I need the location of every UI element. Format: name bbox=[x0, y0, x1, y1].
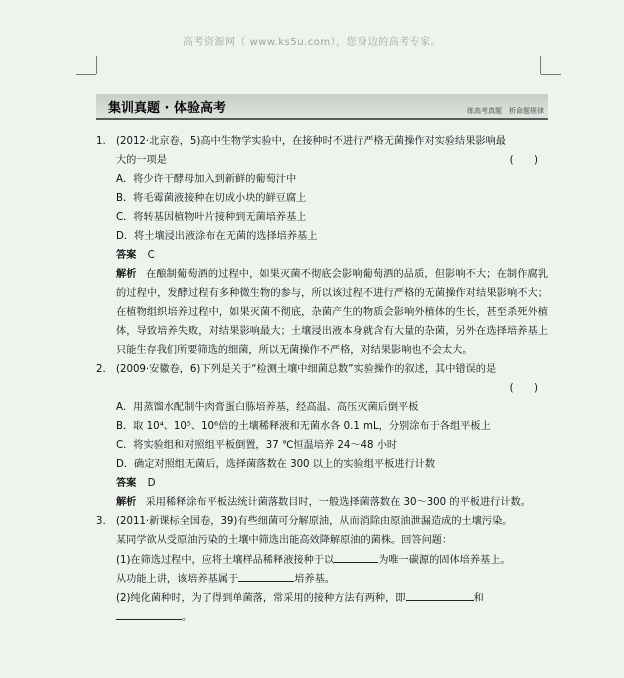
question-2 bbox=[96, 360, 548, 512]
question-stem: (2009·安徽卷，6)下列是关于“检测土壤中细菌总数”实验操作的叙述，其中错误的是 bbox=[116, 364, 497, 375]
page-watermark: 高考资源网（ www.ks5u.com），您身边的高考专家。 bbox=[182, 37, 442, 48]
option-d: D．将土壤浸出液涂布在无菌的选择培养基上 bbox=[116, 231, 318, 242]
sub-question-text: 培养基。 bbox=[294, 574, 335, 585]
question-number: 1. bbox=[96, 136, 106, 147]
sub-question-2 bbox=[96, 593, 484, 604]
sub-question-1-cont bbox=[96, 574, 335, 585]
analysis bbox=[96, 265, 548, 360]
fill-blank bbox=[238, 569, 294, 582]
crop-mark bbox=[541, 74, 561, 75]
sub-question-text: 和 bbox=[473, 593, 484, 604]
crop-mark bbox=[540, 56, 541, 74]
sub-question-2-cont bbox=[96, 612, 192, 623]
option-a: A．将少许干酵母加入到新鲜的葡萄汁中 bbox=[116, 174, 297, 185]
question-stem-cont: 大的一项是 bbox=[116, 155, 167, 166]
question-1 bbox=[96, 132, 548, 360]
crop-mark bbox=[96, 56, 97, 74]
sub-question-text: 从功能上讲，该培养基属于 bbox=[116, 574, 239, 585]
answer-value: C bbox=[147, 250, 155, 261]
fill-blank bbox=[116, 607, 182, 620]
sub-question-1 bbox=[96, 555, 511, 566]
section-title: 集训真题 · 体验高考 bbox=[108, 101, 226, 116]
answer-paren: ( ) bbox=[509, 155, 538, 166]
crop-mark bbox=[76, 74, 96, 75]
question-stem: (2012·北京卷，5)高中生物学实验中，在接种时不进行严格无菌操作对实验结果影响最 bbox=[116, 136, 506, 147]
answer-label: 答案 bbox=[116, 478, 137, 489]
analysis-text: 采用稀释涂布平板法统计菌落数目时，一般选择菌落数在 30～300 的平板进行计数。 bbox=[145, 497, 531, 508]
analysis-label: 解析 bbox=[116, 497, 137, 508]
option-b: B．取 10⁴、10⁵、10⁶倍的土壤稀释液和无菌水各 0.1 mL，分别涂布于各组平板上 bbox=[116, 421, 491, 432]
question-stem: (2011·新课标全国卷，39)有些细菌可分解原油，从而消除由原油泄漏造成的土壤污染。 bbox=[116, 516, 513, 527]
option-c: C．将转基因植物叶片接种到无菌培养基上 bbox=[116, 212, 307, 223]
question-3 bbox=[96, 512, 548, 626]
sub-question-text: (2)纯化菌种时，为了得到单菌落，常采用的接种方法有两种，即 bbox=[116, 593, 406, 604]
sub-question-text: 为唯一碳源的固体培养基上。 bbox=[378, 555, 511, 566]
fill-blank bbox=[406, 588, 474, 601]
sub-question-text: (1)在筛选过程中，应将土壤样品稀释液接种于以 bbox=[116, 555, 335, 566]
question-stem-cont: 某同学欲从受原油污染的土壤中筛选出能高效降解原油的菌株。回答问题： bbox=[116, 535, 453, 546]
option-b: B．将毛霉菌液接种在切成小块的鲜豆腐上 bbox=[116, 193, 307, 204]
analysis-label: 解析 bbox=[116, 269, 137, 280]
question-number: 2. bbox=[96, 364, 106, 375]
sub-question-text: 。 bbox=[182, 612, 193, 623]
option-c: C．将实验组和对照组平板倒置，37 ℃恒温培养 24～48 小时 bbox=[116, 440, 398, 451]
section-header bbox=[96, 94, 548, 120]
answer-paren: ( ) bbox=[509, 383, 538, 394]
option-d: D．确定对照组无菌后，选择菌落数在 300 以上的实验组平板进行计数 bbox=[116, 459, 436, 470]
section-tag: 练高考真题 析命题规律 bbox=[467, 107, 544, 115]
question-list bbox=[96, 132, 548, 626]
answer-value: D bbox=[147, 478, 156, 489]
analysis bbox=[96, 493, 548, 512]
fill-blank bbox=[334, 550, 378, 563]
question-number: 3. bbox=[96, 516, 106, 527]
answer-label: 答案 bbox=[116, 250, 137, 261]
analysis-text: 在酿制葡萄酒的过程中，如果灭菌不彻底会影响葡萄酒的品质，但影响不大；在制作腐乳的过程中，发酵过程有多种微生物的参与，所以该过程不进行严格的无菌操作对结果影响不大；在植物组织培养过程中，如果灭菌不彻底，杂菌产生的物质会影响外植体的生长，甚至杀死外植体，导致培养失败，对结果影响最大；土壤浸出液本身就含有大量的杂菌，另外在选择培养基上只能生存我们所要筛选的细菌，所以无菌操作不严格，对结果影响也不会太大。 bbox=[116, 269, 549, 356]
option-a: A．用蒸馏水配制牛肉膏蛋白胨培养基，经高温、高压灭菌后倒平板 bbox=[116, 402, 419, 413]
